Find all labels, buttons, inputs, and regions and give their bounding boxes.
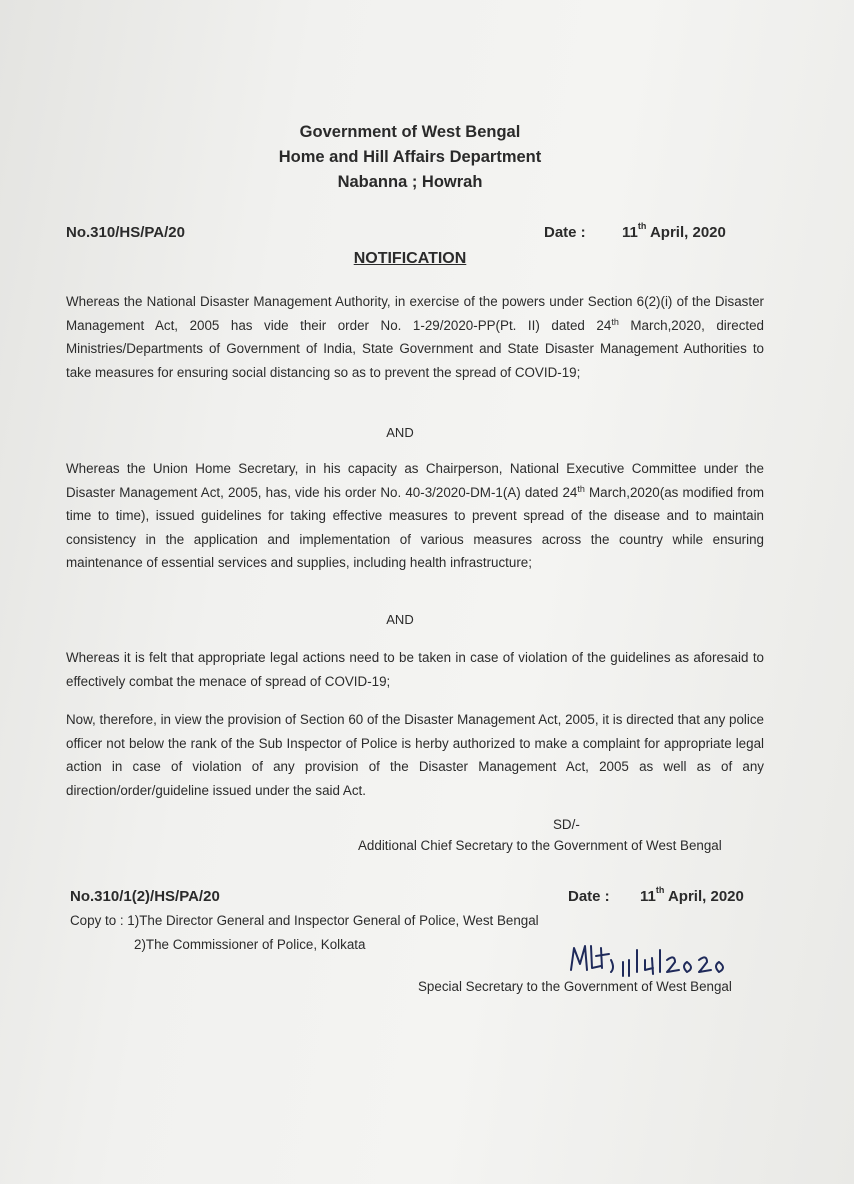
conjunction-and-1: AND [386,425,414,440]
letterhead-department: Home and Hill Affairs Department [278,148,542,166]
signature-sd: SD/- [553,817,580,832]
date-label: Date : [544,224,586,241]
copy-to-item-commissioner: 2)The Commissioner of Police, Kolkata [134,937,366,952]
paragraph-legal-actions: Whereas it is felt that appropriate legal actions need to be taken in case of violation of the guidelines as aforesaid to effectively combat the menace of spread of COVID-19; [66,650,764,689]
designation-special-secretary: Special Secretary to the Government of West Bengal [418,979,732,994]
paragraph-ndma: Whereas the National Disaster Management Authority, in exercise of the powers under Section 6(2)(i) of the Disaster Management Act, 2005 has vide their order No. 1-29/2020-PP(Pt. II) dated 24th March,2020, directed Ministries/Departments of Government of India, State Government and State Disaster Management Authorities to take measures for ensuring social distancing so as to prevent the spread of COVID-19; [66,294,765,380]
date-label-copy: Date : [568,888,610,905]
paragraph-home-secretary: Whereas the Union Home Secretary, in his capacity as Chairperson, National Executive Committee under the Disaster Management Act, 2005, has, vide his order No. 40-3/2020-DM-1(A) dated 24th March,2020(as modified from time to time), issued guidelines for taking effective measures to prevent spread of the disease and to maintain consistency in the application and implementation of various measures across the country while ensuring maintenance of essential services and supplies, including health infrastructure; [66,461,764,570]
letterhead-government: Government of West Bengal [299,123,521,141]
reference-number: No.310/HS/PA/20 [66,224,185,241]
designation-additional-chief-secretary: Additional Chief Secretary to the Government of West Bengal [358,838,722,853]
letterhead-location: Nabanna ; Howrah [337,173,483,191]
copy-to-item-dgp: Copy to : 1)The Director General and Inspector General of Police, West Bengal [70,913,539,928]
date-value: 11th April, 2020 [622,221,726,241]
handwritten-signature [565,938,735,980]
notification-title: NOTIFICATION [353,250,467,267]
conjunction-and-2: AND [386,612,414,627]
letterhead [0,120,820,195]
date-value-copy: 11th April, 2020 [640,885,744,905]
copy-to-list [70,909,539,957]
paragraph-directive: Now, therefore, in view the provision of Section 60 of the Disaster Management Act, 2005, it is directed that any police officer not below the rank of the Sub Inspector of Police is herby authorized to make a complaint for appropriate legal action in case of violation of any provision of the Disaster Management Act, 2005 as well as of any direction/order/guideline issued under the said Act. [66,712,764,798]
reference-number-copy: No.310/1(2)/HS/PA/20 [70,888,220,905]
